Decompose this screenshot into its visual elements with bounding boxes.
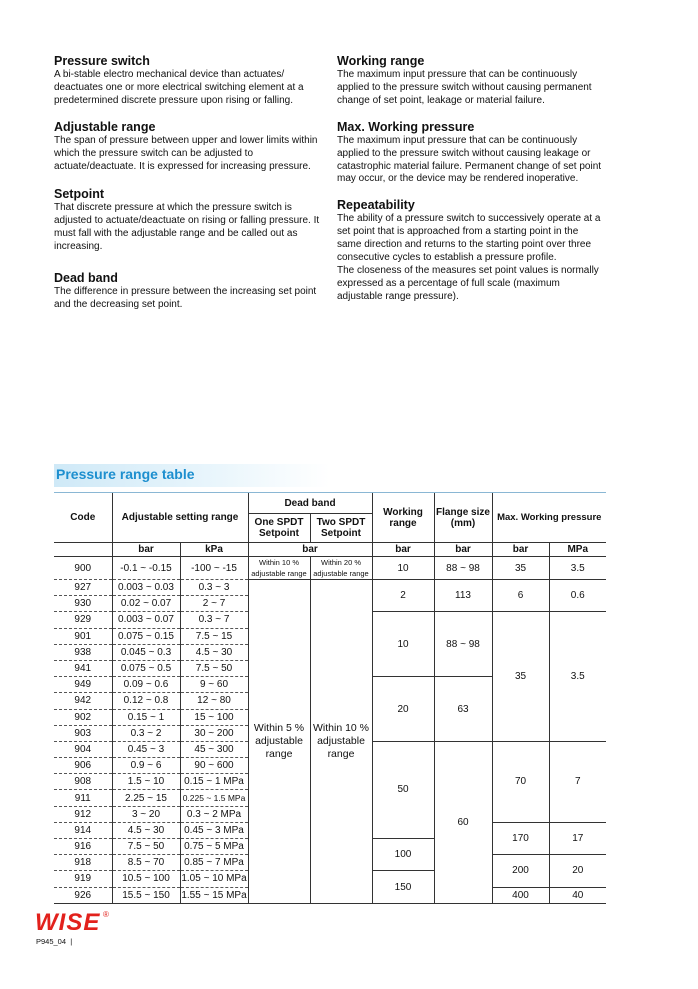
kpa-cell: 1.55 ~ 15 MPa — [180, 887, 248, 903]
table-title-banner — [54, 464, 330, 487]
bar-cell: 0.3 ~ 2 — [112, 725, 180, 741]
kpa-cell: 9 ~ 60 — [180, 677, 248, 693]
bar-cell: 1.5 ~ 10 — [112, 774, 180, 790]
term-text: The closeness of the measures set point values is normally expressed as a percentage of full scale (maximum adjustable range pressure). — [337, 264, 599, 302]
working-cell: 2 — [372, 580, 434, 612]
term-title: Adjustable range — [54, 119, 156, 134]
logo-text: WISE — [35, 909, 101, 934]
bar-cell: 0.075 ~ 0.5 — [112, 660, 180, 676]
max-bar-cell: 35 — [492, 612, 549, 742]
kpa-cell: 30 ~ 200 — [180, 725, 248, 741]
max-bar-cell: 35 — [492, 557, 549, 580]
code-cell: 926 — [54, 887, 112, 903]
code-cell: 942 — [54, 693, 112, 709]
dead-two-cell: Within 20 % adjustable range — [310, 557, 372, 580]
bar-cell: 0.02 ~ 0.07 — [112, 596, 180, 612]
unit-max-mpa: MPa — [549, 543, 606, 557]
header-one-spdt: One SPDT Setpoint — [248, 514, 310, 543]
kpa-cell: 7.5 ~ 50 — [180, 660, 248, 676]
term-text: The difference in pressure between the increasing set point and the decreasing set point. — [54, 286, 317, 310]
bar-cell: 0.075 ~ 0.15 — [112, 628, 180, 644]
max-mpa-cell: 7 — [549, 741, 606, 822]
flange-cell: 60 — [434, 741, 492, 903]
dead-two-cell: Within 10 % adjustable range — [310, 580, 372, 904]
kpa-cell: -100 ~ -15 — [180, 557, 248, 580]
bar-cell: 0.003 ~ 0.07 — [112, 612, 180, 628]
max-mpa-cell: 3.5 — [549, 612, 606, 742]
bar-cell: 0.12 ~ 0.8 — [112, 693, 180, 709]
unit-bar: bar — [112, 543, 180, 557]
max-mpa-cell: 3.5 — [549, 557, 606, 580]
max-mpa-cell: 0.6 — [549, 580, 606, 612]
logo-registered: ® — [103, 910, 109, 919]
code-cell: 929 — [54, 612, 112, 628]
code-cell: 900 — [54, 557, 112, 580]
kpa-cell: 0.3 ~ 3 — [180, 580, 248, 596]
table-row — [54, 557, 606, 580]
code-cell: 927 — [54, 580, 112, 596]
unit-working-bar: bar — [372, 543, 434, 557]
unit-max-bar: bar — [492, 543, 549, 557]
dead-one-cell: Within 10 % adjustable range — [248, 557, 310, 580]
term-text: The span of pressure between upper and lower limits within which the pressure switch can be adjusted to actuate/deactuate. It is expressed for increasing pressure. — [54, 134, 318, 172]
flange-cell: 63 — [434, 677, 492, 742]
kpa-cell: 0.3 ~ 7 — [180, 612, 248, 628]
kpa-cell: 0.15 ~ 1 MPa — [180, 774, 248, 790]
kpa-cell: 45 ~ 300 — [180, 741, 248, 757]
header-max-working: Max. Working pressure — [492, 493, 606, 543]
code-cell: 904 — [54, 741, 112, 757]
bar-cell: 0.15 ~ 1 — [112, 709, 180, 725]
dead-one-cell: Within 5 % adjustable range — [248, 580, 310, 904]
code-cell: 930 — [54, 596, 112, 612]
kpa-cell: 0.75 ~ 5 MPa — [180, 839, 248, 855]
kpa-cell: 0.45 ~ 3 MPa — [180, 822, 248, 838]
term-text: That discrete pressure at which the pressure switch is adjusted to actuate/deactuate on rising or falling pressure. It must fall with the adjustable range and be called out as increasing. — [54, 202, 320, 253]
bar-cell: 0.09 ~ 0.6 — [112, 677, 180, 693]
term-title: Working range — [337, 54, 425, 68]
kpa-cell: 4.5 ~ 30 — [180, 644, 248, 660]
flange-cell: 88 ~ 98 — [434, 557, 492, 580]
kpa-cell: 1.05 ~ 10 MPa — [180, 871, 248, 887]
kpa-cell: 90 ~ 600 — [180, 758, 248, 774]
unit-dead-bar: bar — [248, 543, 372, 557]
bar-cell: 0.003 ~ 0.03 — [112, 580, 180, 596]
flange-cell: 113 — [434, 580, 492, 612]
unit-kpa: kPa — [180, 543, 248, 557]
max-bar-cell: 70 — [492, 741, 549, 822]
kpa-cell: 0.3 ~ 2 MPa — [180, 806, 248, 822]
code-cell: 919 — [54, 871, 112, 887]
bar-cell: 4.5 ~ 30 — [112, 822, 180, 838]
max-bar-cell: 6 — [492, 580, 549, 612]
max-bar-cell: 400 — [492, 887, 549, 903]
code-cell: 901 — [54, 628, 112, 644]
working-cell: 50 — [372, 741, 434, 838]
bar-cell: -0.1 ~ -0.15 — [112, 557, 180, 580]
max-mpa-cell: 20 — [549, 855, 606, 887]
bar-cell: 0.045 ~ 0.3 — [112, 644, 180, 660]
kpa-cell: 2 ~ 7 — [180, 596, 248, 612]
working-cell: 100 — [372, 839, 434, 871]
unit-flange-bar: bar — [434, 543, 492, 557]
code-cell: 912 — [54, 806, 112, 822]
header-working-range: Working range — [372, 493, 434, 543]
header-two-spdt: Two SPDT Setpoint — [310, 514, 372, 543]
bar-cell: 0.45 ~ 3 — [112, 741, 180, 757]
code-cell: 903 — [54, 725, 112, 741]
flange-cell: 88 ~ 98 — [434, 612, 492, 677]
kpa-cell: 15 ~ 100 — [180, 709, 248, 725]
term-title: Max. Working pressure — [337, 119, 475, 134]
kpa-cell: 0.85 ~ 7 MPa — [180, 855, 248, 871]
term-title: Setpoint — [54, 187, 104, 202]
working-cell: 10 — [372, 612, 434, 677]
bar-cell: 10.5 ~ 100 — [112, 871, 180, 887]
max-mpa-cell: 17 — [549, 822, 606, 854]
term-text: A bi-stable electro mechanical device than actuates/ deactuates one or more electrical switching element at a predetermined discrete pressure upon rising or falling. — [54, 69, 304, 106]
page-number: P945_04 | — [36, 937, 73, 946]
term-text: The ability of a pressure switch to successively operate at a set point that is approached from a starting point in the same direction and returns to the starting point over three consecutive cycles to establish a pressure profile. — [337, 213, 601, 264]
term-title: Repeatability — [337, 198, 415, 213]
code-cell: 908 — [54, 774, 112, 790]
definitions-left — [54, 54, 326, 312]
bar-cell: 2.25 ~ 15 — [112, 790, 180, 806]
unit-code-blank — [54, 543, 112, 557]
table-row — [54, 580, 606, 596]
table-title: Pressure range table — [56, 466, 195, 482]
working-cell: 20 — [372, 677, 434, 742]
max-mpa-cell: 40 — [549, 887, 606, 903]
bar-cell: 0.9 ~ 6 — [112, 758, 180, 774]
term-text: The maximum input pressure that can be continuously applied to the pressure switch without causing leakage or catastrophic material failure. Permanent change of set point may occur, or the device may be rendered inoperative. — [337, 134, 602, 185]
code-cell: 916 — [54, 839, 112, 855]
bar-cell: 15.5 ~ 150 — [112, 887, 180, 903]
header-dead-band: Dead band — [248, 493, 372, 514]
wise-logo-mark — [33, 908, 113, 934]
wise-logo — [33, 908, 113, 934]
code-cell: 911 — [54, 790, 112, 806]
working-cell: 150 — [372, 871, 434, 903]
kpa-cell: 0.225 ~ 1.5 MPa — [180, 790, 248, 806]
pressure-range-table — [54, 493, 606, 904]
code-cell: 949 — [54, 677, 112, 693]
header-flange: Flange size (mm) — [434, 493, 492, 543]
bar-cell: 3 ~ 20 — [112, 806, 180, 822]
max-bar-cell: 200 — [492, 855, 549, 887]
working-cell: 10 — [372, 557, 434, 580]
max-bar-cell: 170 — [492, 822, 549, 854]
code-cell: 906 — [54, 758, 112, 774]
header-adjustable: Adjustable setting range — [112, 493, 248, 543]
term-title: Dead band — [54, 271, 118, 286]
bar-cell: 8.5 ~ 70 — [112, 855, 180, 871]
kpa-cell: 7.5 ~ 15 — [180, 628, 248, 644]
kpa-cell: 12 ~ 80 — [180, 693, 248, 709]
term-title: Pressure switch — [54, 54, 150, 68]
code-cell: 918 — [54, 855, 112, 871]
code-cell: 941 — [54, 660, 112, 676]
definitions-right — [337, 54, 605, 304]
header-code: Code — [54, 493, 112, 543]
term-text: The maximum input pressure that can be continuously applied to the pressure switch without causing permanent change of set point, leakage or material failure. — [337, 69, 592, 106]
bar-cell: 7.5 ~ 50 — [112, 839, 180, 855]
code-cell: 938 — [54, 644, 112, 660]
code-cell: 914 — [54, 822, 112, 838]
code-cell: 902 — [54, 709, 112, 725]
